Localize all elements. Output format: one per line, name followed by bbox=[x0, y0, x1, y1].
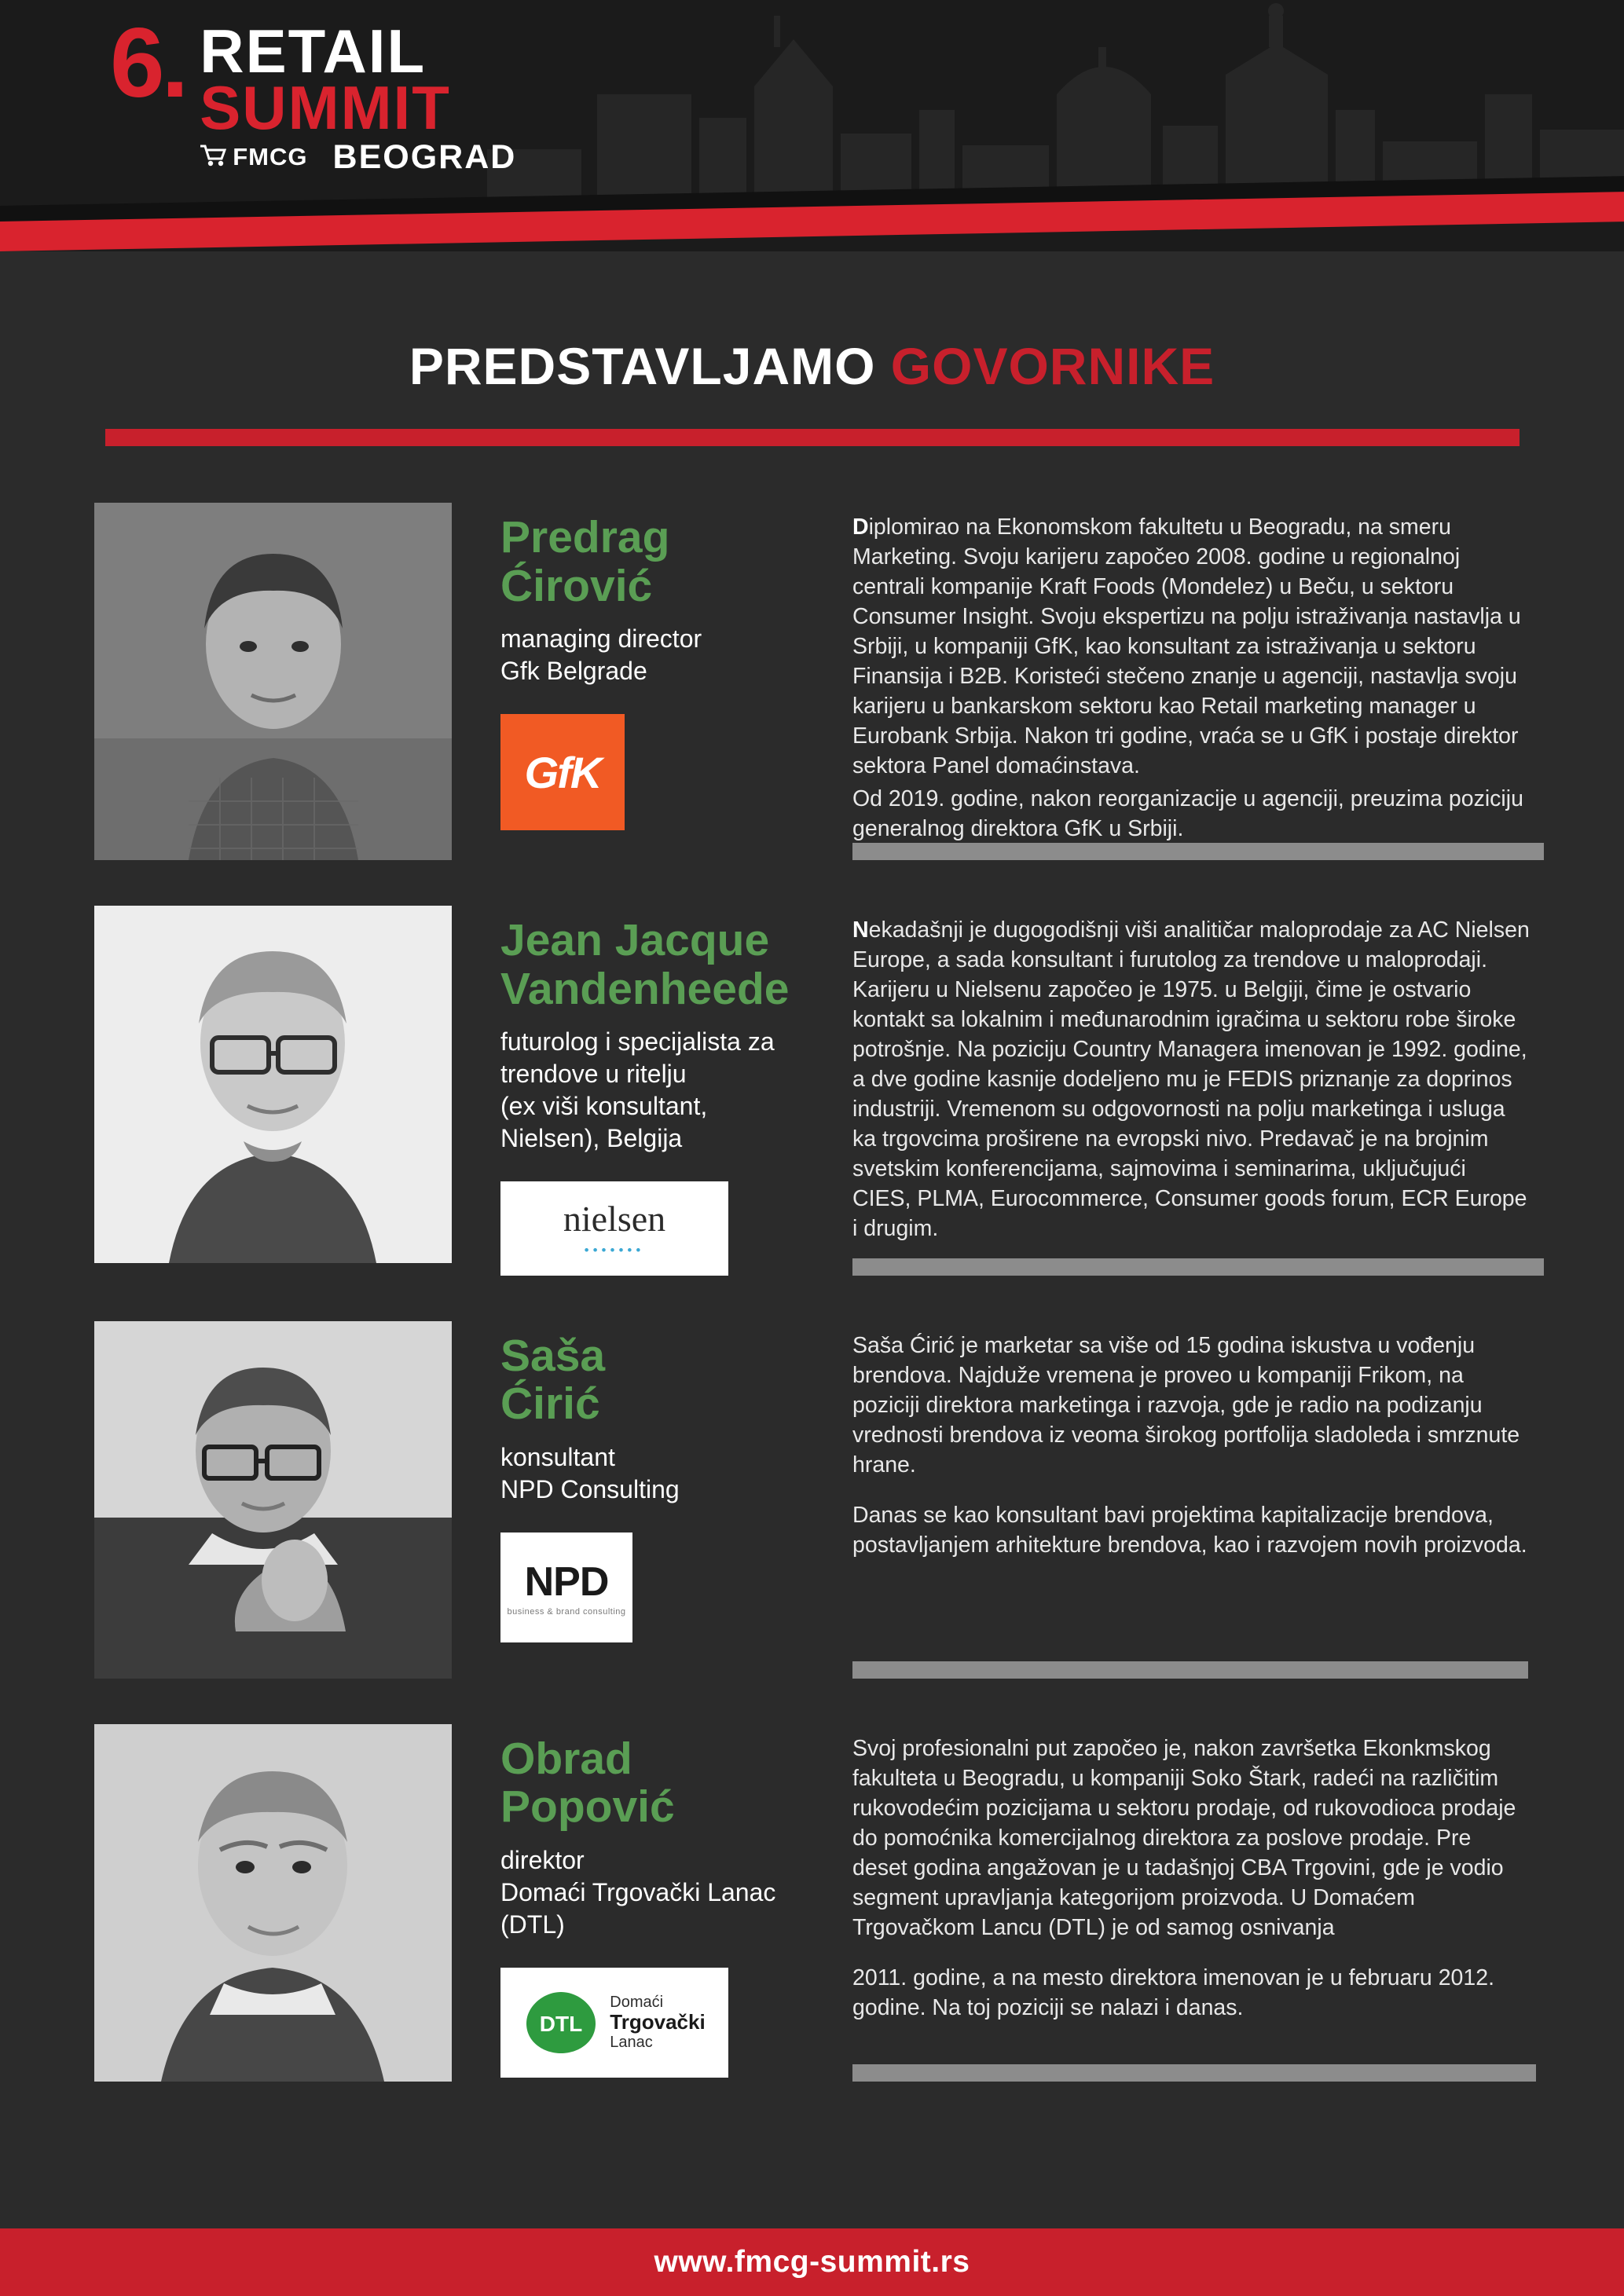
bio-underbar bbox=[852, 2064, 1536, 2082]
brand-retail: RETAIL bbox=[200, 16, 427, 86]
speaker-card bbox=[94, 906, 1530, 1276]
speaker-bio bbox=[852, 1734, 1530, 2023]
speaker-bio bbox=[852, 1331, 1530, 1560]
speaker-bio-column bbox=[821, 906, 1530, 1276]
bio-underbar bbox=[852, 1661, 1528, 1679]
nielsen-dots-icon: ••••••• bbox=[584, 1243, 645, 1258]
dtl-logo bbox=[500, 1968, 728, 2078]
brand-fmcg: FMCG bbox=[233, 143, 308, 170]
bio-underbar bbox=[852, 1258, 1544, 1276]
nielsen-logo bbox=[500, 1181, 728, 1276]
speaker-card bbox=[94, 1724, 1530, 2082]
bio-dropcap: D bbox=[852, 514, 869, 540]
npd-tagline: business & brand consulting bbox=[507, 1606, 626, 1617]
speaker-name: Predrag Ćirović bbox=[500, 512, 670, 611]
bio-text-2: 2011. godine, a na mesto direktora imenovan je u februaru 2012. godine. Na toj poziciji se nalazi i danas. bbox=[852, 1965, 1495, 2021]
bio-text-2: Od 2019. godine, nakon reorganizacije u agenciji, preuzima poziciju generalnog direktora GfK u Srbiji. bbox=[852, 786, 1523, 842]
npd-wordmark: NPD bbox=[524, 1558, 609, 1605]
page-header bbox=[0, 0, 1624, 251]
title-divider bbox=[105, 429, 1520, 446]
speaker-card bbox=[94, 1321, 1530, 1679]
speaker-info bbox=[452, 906, 821, 1276]
speaker-photo bbox=[94, 1724, 452, 2082]
page-footer bbox=[0, 2228, 1624, 2296]
bio-text: iplomirao na Ekonomskom fakultetu u Beogradu, na smeru Marketing. Svoju karijeru započeo 2008. godine u regionalnoj centrali kompanije Kraft Foods (Mondelez) u Beču, u sektoru Consumer Insight. Svoju ekspertizu na polju istraživanja nastavlja u Srbiji, u kompaniji GfK, kao konsultant za istraživanja u sektoru Finansija i B2B. Koristeći stečeno znanje u agenciji, nastavlja svoju karijeru u bankarskom sektoru kao Retail marketing manager u Eurobank Srbija. Nakon tri godine, vraća se u GfK i postaje direktor sektora Panel domaćinstava. bbox=[852, 514, 1521, 779]
company-logo-nielsen bbox=[500, 1181, 728, 1276]
dtl-line2: Trgovački bbox=[610, 2010, 706, 2034]
bio-dropcap: N bbox=[852, 917, 869, 943]
brand-summit: SUMMIT bbox=[200, 72, 451, 142]
company-logo-dtl bbox=[500, 1968, 728, 2078]
page-title bbox=[0, 336, 1624, 396]
speaker-photo bbox=[94, 1321, 452, 1679]
speaker-role: futurolog i specijalista za trendove u ritelju (ex viši konsultant, Nielsen), Belgija bbox=[500, 1027, 775, 1152]
speaker-info bbox=[452, 503, 821, 860]
bio-text: ekadašnji je dugogodišnji viši analitičar maloprodaje za AC Nielsen Europe, a sada konsultant i furutolog za trendove u maloprodaji. Karijeru u Nielsenu započeo je 1975. u Belgiji, čime je ostvario kontakt sa lokalnim i međunarodnim igračima u sektoru robe široke potrošnje. Na poziciju Country Managera imenovan je 1992. godine, a dve godine kasnije dodeljeno mu je FEDIS priznanje za doprinos industriji. Vremenom su odgovornosti na polju marketinga i usluga ka trgovcima proširene na evropski nivo. Predavač je na brojnim svetskim konferencijama, sajmovima i seminarima, uključujući CIES, PLMA, Eurocommerce, Consumer goods forum, ECR Europe i drugim. bbox=[852, 917, 1530, 1242]
bio-text: Saša Ćirić je marketar sa više od 15 godina iskustva u vođenju brendova. Najduže vremena je proveo u kompaniji Frikom, na poziciji direktora marketinga i razvoja, gde je radio na podizanju vrednosti brendova iz veoma širokog portfolija sladoleda i smrznute hrane. bbox=[852, 1332, 1520, 1478]
npd-logo bbox=[500, 1532, 632, 1642]
shopping-cart-icon bbox=[200, 144, 226, 171]
nielsen-wordmark: nielsen bbox=[563, 1199, 666, 1240]
speaker-name: Saša Ćirić bbox=[500, 1330, 606, 1430]
speaker-bio bbox=[852, 512, 1530, 844]
website-url[interactable]: www.fmcg-summit.rs bbox=[654, 2245, 970, 2279]
event-logo bbox=[110, 9, 517, 177]
dtl-leaf-icon bbox=[523, 1989, 599, 2056]
edition-number: 6. bbox=[110, 9, 186, 118]
speaker-bio-column bbox=[821, 503, 1530, 860]
page-title-main: PREDSTAVLJAMO bbox=[409, 337, 891, 395]
bio-underbar bbox=[852, 843, 1544, 860]
bio-text-2: Danas se kao konsultant bavi projektima kapitalizacije brendova, postavljanjem arhitekture brendova, kao i razvojem novih proizvoda. bbox=[852, 1503, 1527, 1558]
gfk-logo: GfK bbox=[500, 714, 625, 830]
company-logo-gfk bbox=[500, 714, 625, 830]
brand-city: BEOGRAD bbox=[332, 137, 517, 176]
speaker-bio bbox=[852, 915, 1530, 1244]
speaker-info bbox=[452, 1321, 821, 1679]
speaker-card bbox=[94, 503, 1530, 860]
speaker-bio-column bbox=[821, 1321, 1530, 1679]
speaker-role: direktor Domaći Trgovački Lanac (DTL) bbox=[500, 1846, 776, 1939]
speaker-name: Jean Jacque Vandenheede bbox=[500, 915, 790, 1014]
speakers-list bbox=[0, 503, 1624, 2082]
dtl-line1: Domaći bbox=[610, 1993, 664, 2011]
page-title-accent: GOVORNIKE bbox=[890, 337, 1215, 395]
svg-text:DTL: DTL bbox=[540, 2011, 583, 2036]
speaker-role: managing director Gfk Belgrade bbox=[500, 624, 702, 686]
speaker-name: Obrad Popović bbox=[500, 1733, 675, 1833]
bio-text: Svoj profesionalni put započeo je, nakon završetka Ekonkmskog fakulteta u Beogradu, u kompaniji Soko Štark, radeći na različitim rukovodećim pozicijama u sektoru prodaje, od rukovodioca prodaje do pomoćnika komercijalnog direktora za poslove prodaje. Pre deset godina angažovan je u tadašnjoj CBA Trgovini, gde je vodio segment upravljanja kategorijom proizvoda. U Domaćem Trgovačkom Lancu (DTL) je od samog osnivanja bbox=[852, 1735, 1516, 1941]
page-title-section bbox=[0, 336, 1624, 446]
company-logo-npd bbox=[500, 1532, 632, 1642]
speaker-photo bbox=[94, 503, 452, 860]
speaker-photo bbox=[94, 906, 452, 1263]
speaker-bio-column bbox=[821, 1724, 1530, 2082]
speaker-role: konsultant NPD Consulting bbox=[500, 1443, 680, 1503]
dtl-line3: Lanac bbox=[610, 2034, 653, 2052]
speaker-info bbox=[452, 1724, 821, 2082]
